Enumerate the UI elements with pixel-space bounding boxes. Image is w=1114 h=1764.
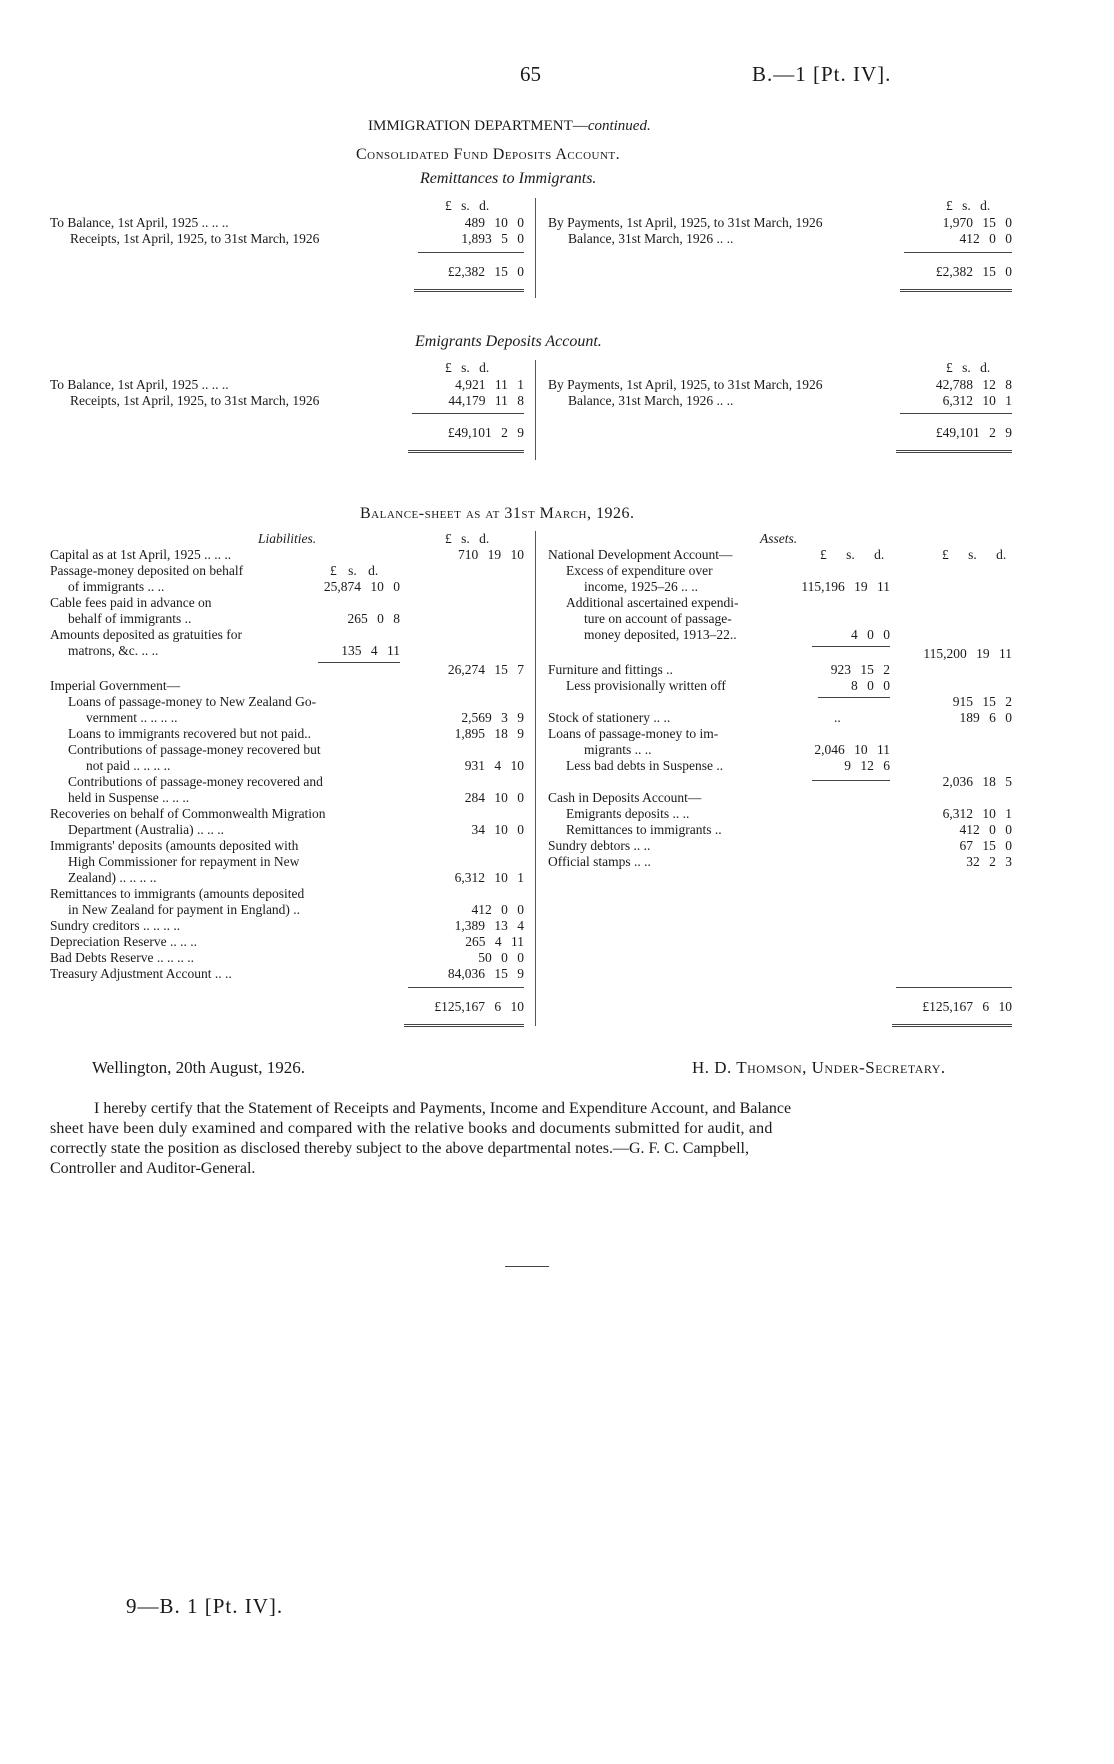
footer-signature-mark: 9—B. 1 [Pt. IV].	[126, 1594, 284, 1618]
liab-amounts-2: matrons, &c. .. ..	[68, 643, 159, 658]
emigrants-divider	[535, 360, 536, 460]
liab-treasury-amount: 84,036 15 9	[447, 966, 524, 981]
liab-passage-amount: 25,874 10 0	[323, 579, 400, 594]
department-continued: continued.	[587, 118, 651, 134]
asset-sundry-amount: 67 15 0	[959, 838, 1012, 853]
asset-addl-3: money deposited, 1913–22..	[584, 627, 737, 642]
emigrants-right-double-rule	[896, 450, 1012, 453]
remittances-title: Remittances to Immigrants.	[420, 170, 597, 187]
asset-stock-dots: ..	[834, 710, 841, 725]
emigrants-left-rule	[412, 413, 524, 414]
liab-subtotal: 26,274 15 7	[447, 662, 524, 677]
asset-sundry: Sundry debtors .. ..	[548, 838, 651, 853]
liab-contrib-s-amount: 284 10 0	[464, 790, 524, 805]
liab-imm-3: Zealand) .. .. .. ..	[68, 870, 157, 885]
liab-contrib-2: not paid .. .. .. ..	[86, 758, 171, 773]
liab-inner-currency: £ s. d.	[330, 563, 379, 578]
certificate-line-3: correctly state the position as disclosed thereby subject to the above departmental notes.—G. F. C. Campbell,	[50, 1140, 749, 1157]
liab-contrib-s-1: Contributions of passage-money recovered and	[68, 774, 323, 789]
asset-nda-total: 115,200 19 11	[923, 646, 1012, 661]
remittances-right-double-rule	[900, 289, 1012, 292]
asset-total: £125,167 6 10	[922, 999, 1012, 1014]
asset-stock: Stock of stationery .. ..	[548, 710, 671, 725]
liab-imm-1: Immigrants' deposits (amounts deposited with	[50, 838, 299, 853]
liab-sundry-amount: 1,389 13 4	[454, 918, 524, 933]
emigrants-right-rule	[900, 413, 1012, 414]
asset-nda: National Development Account—	[548, 547, 733, 562]
remittances-left-amount-1: 489 10 0	[464, 215, 524, 230]
liab-passage-2: of immigrants .. ..	[68, 579, 165, 594]
department-heading	[368, 118, 651, 135]
liab-remit-1: Remittances to immigrants (amounts deposited	[50, 886, 305, 901]
asset-less-bad: Less bad debts in Suspense ..	[566, 758, 724, 773]
liab-recov-1: Recoveries on behalf of Commonwealth Migration	[50, 806, 326, 821]
asset-excess-1: Excess of expenditure over	[566, 563, 713, 578]
liab-capital-amount: 710 19 10	[458, 547, 524, 562]
asset-loans-rule	[812, 780, 890, 781]
assets-heading: Assets.	[760, 531, 798, 546]
liab-loans-rec: Loans to immigrants recovered but not paid..	[68, 726, 311, 741]
closing-rule	[505, 1266, 549, 1267]
emigrants-title: Emigrants Deposits Account.	[415, 333, 602, 350]
emigrants-left-amount-2: 44,179 11 8	[448, 393, 524, 408]
liab-depr: Depreciation Reserve .. .. ..	[50, 934, 197, 949]
remittances-left-amount-2: 1,893 5 0	[461, 231, 524, 246]
remittances-right-total: £2,382 15 0	[935, 264, 1012, 279]
page-number: 65	[520, 62, 541, 86]
liab-recov-2: Department (Australia) .. .. ..	[68, 822, 224, 837]
liab-imm-2: High Commissioner for repayment in New	[68, 854, 300, 869]
remittances-currency-right: £ s. d.	[946, 198, 991, 213]
emigrants-currency-left: £ s. d.	[445, 360, 490, 375]
asset-addl-1: Additional ascertained expendi-	[566, 595, 739, 610]
remittances-left-rule	[418, 252, 524, 253]
liab-treasury: Treasury Adjustment Account .. ..	[50, 966, 232, 981]
signatory: H. D. Thomson, Under-Secretary.	[692, 1058, 946, 1077]
asset-inner-currency: £ s. d.	[820, 547, 885, 562]
department-name: IMMIGRATION DEPARTMENT—	[368, 118, 588, 134]
remittances-right-rule	[904, 252, 1012, 253]
liab-total: £125,167 6 10	[434, 999, 524, 1014]
asset-less-bad-amount: 9 12 6	[844, 758, 890, 773]
asset-excess-amount: 115,196 19 11	[801, 579, 890, 594]
remittances-right-row-1: By Payments, 1st April, 1925, to 31st March, 1926	[548, 215, 823, 230]
asset-addl-2: ture on account of passage-	[584, 611, 732, 626]
liab-amounts-amount: 135 4 11	[341, 643, 400, 658]
asset-loans-1: Loans of passage-money to im-	[548, 726, 719, 741]
liab-total-double-rule	[404, 1024, 524, 1027]
remittances-left-total: £2,382 15 0	[447, 264, 524, 279]
asset-emig-amount: 6,312 10 1	[942, 806, 1012, 821]
remittances-currency-left: £ s. d.	[445, 198, 490, 213]
asset-furn-amount: 923 15 2	[830, 662, 890, 677]
liab-bad-amount: 50 0 0	[478, 950, 524, 965]
asset-nda-rule	[812, 646, 890, 647]
liab-sundry: Sundry creditors .. .. .. ..	[50, 918, 181, 933]
liab-imperial: Imperial Government—	[50, 678, 181, 693]
liabilities-heading: Liabilities.	[258, 531, 317, 546]
asset-outer-currency: £ s. d.	[942, 547, 1007, 562]
emigrants-left-amount-1: 4,921 11 1	[455, 377, 524, 392]
certificate-line-4: Controller and Auditor-General.	[50, 1160, 256, 1177]
asset-addl-amount: 4 0 0	[851, 627, 890, 642]
balance-sheet-divider	[535, 531, 536, 1026]
remittances-right-amount-2: 412 0 0	[959, 231, 1012, 246]
liab-cable-1: Cable fees paid in advance on	[50, 595, 212, 610]
emigrants-right-total: £49,101 2 9	[935, 425, 1012, 440]
emigrants-right-row-1: By Payments, 1st April, 1925, to 31st March, 1926	[548, 377, 823, 392]
remittances-left-row-1: To Balance, 1st April, 1925 .. .. ..	[50, 215, 229, 230]
emigrants-left-total: £49,101 2 9	[447, 425, 524, 440]
asset-stock-amount: 189 6 0	[959, 710, 1012, 725]
asset-furn-net: 915 15 2	[952, 694, 1012, 709]
asset-loans-amount: 2,046 10 11	[814, 742, 890, 757]
liab-loans-amount: 2,569 3 9	[461, 710, 524, 725]
asset-stamps-amount: 32 2 3	[966, 854, 1012, 869]
balance-sheet-title: Balance-sheet as at 31st March, 1926.	[360, 505, 635, 522]
emigrants-right-row-2: Balance, 31st March, 1926 .. ..	[568, 393, 734, 408]
liab-total-rule	[408, 987, 524, 988]
asset-cash: Cash in Deposits Account—	[548, 790, 702, 805]
liab-bad: Bad Debts Reserve .. .. .. ..	[50, 950, 194, 965]
remittances-left-double-rule	[414, 289, 524, 292]
liab-contrib-s-2: held in Suspense .. .. ..	[68, 790, 190, 805]
asset-less-dep-amount: 8 0 0	[851, 678, 890, 693]
liab-amounts-1: Amounts deposited as gratuities for	[50, 627, 242, 642]
certificate-line-1: I hereby certify that the Statement of Receipts and Payments, Income and Expenditure Account, and Balance	[94, 1100, 792, 1117]
liab-recov-amount: 34 10 0	[471, 822, 524, 837]
remittances-left-row-2: Receipts, 1st April, 1925, to 31st March, 1926	[70, 231, 320, 246]
liab-remit-2: in New Zealand for payment in England) ..	[68, 902, 301, 917]
document-reference: B.—1 [Pt. IV].	[752, 62, 892, 86]
liab-cable-amount: 265 0 8	[347, 611, 400, 626]
asset-remit: Remittances to immigrants ..	[566, 822, 722, 837]
emigrants-right-amount-2: 6,312 10 1	[942, 393, 1012, 408]
liab-contrib-1: Contributions of passage-money recovered but	[68, 742, 321, 757]
emigrants-currency-right: £ s. d.	[946, 360, 991, 375]
liab-loans-1: Loans of passage-money to New Zealand Go-	[68, 694, 317, 709]
emigrants-right-amount-1: 42,788 12 8	[935, 377, 1012, 392]
asset-loans-2: migrants .. ..	[584, 742, 652, 757]
remittances-right-amount-1: 1,970 15 0	[942, 215, 1012, 230]
asset-total-double-rule	[892, 1024, 1012, 1027]
certificate-line-2: sheet have been duly examined and compared with the relative books and documents submitted for audit, and	[50, 1120, 773, 1137]
remittances-divider	[535, 198, 536, 298]
asset-furn: Furniture and fittings ..	[548, 662, 673, 677]
emigrants-left-double-rule	[408, 450, 524, 453]
liab-remit-amount: 412 0 0	[471, 902, 524, 917]
asset-total-rule	[896, 987, 1012, 988]
liab-imm-amount: 6,312 10 1	[454, 870, 524, 885]
remittances-right-row-2: Balance, 31st March, 1926 .. ..	[568, 231, 734, 246]
asset-emig: Emigrants deposits .. ..	[566, 806, 690, 821]
asset-excess-2: income, 1925–26 .. ..	[584, 579, 698, 594]
account-title: Consolidated Fund Deposits Account.	[356, 146, 621, 163]
liab-depr-amount: 265 4 11	[465, 934, 524, 949]
bs-liab-currency: £ s. d.	[445, 531, 490, 546]
liab-loans-rec-amount: 1,895 18 9	[454, 726, 524, 741]
asset-less-dep: Less provisionally written off	[566, 678, 726, 693]
liab-passage-1: Passage-money deposited on behalf	[50, 563, 244, 578]
emigrants-left-row-1: To Balance, 1st April, 1925 .. .. ..	[50, 377, 229, 392]
asset-furn-rule	[818, 697, 890, 698]
liab-cable-2: behalf of immigrants ..	[68, 611, 192, 626]
liab-sub-rule	[318, 662, 400, 663]
liab-capital: Capital as at 1st April, 1925 .. .. ..	[50, 547, 232, 562]
emigrants-left-row-2: Receipts, 1st April, 1925, to 31st March, 1926	[70, 393, 320, 408]
asset-remit-amount: 412 0 0	[959, 822, 1012, 837]
liab-loans-2: vernment .. .. .. ..	[86, 710, 178, 725]
liab-contrib-amount: 931 4 10	[464, 758, 524, 773]
place-date: Wellington, 20th August, 1926.	[92, 1058, 306, 1077]
asset-loans-net: 2,036 18 5	[942, 774, 1012, 789]
asset-stamps: Official stamps .. ..	[548, 854, 651, 869]
